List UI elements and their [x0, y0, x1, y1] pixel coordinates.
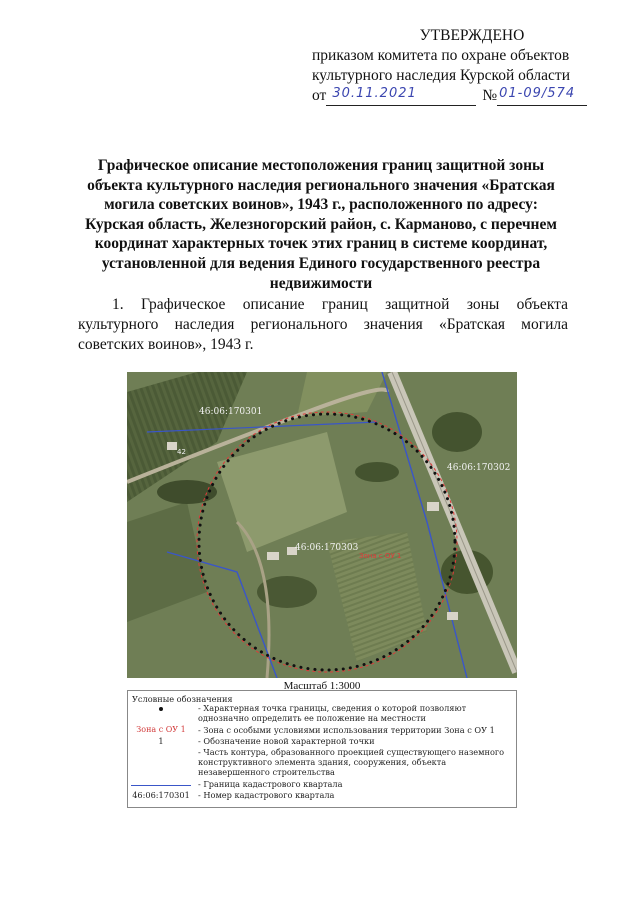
- approval-line-3: культурного наследия Курской области: [312, 67, 570, 84]
- building: [427, 502, 439, 511]
- approval-line-2: приказом комитета по охране объектов: [312, 47, 570, 64]
- point-symbol: [128, 703, 194, 713]
- legend-text: - Граница кадастрового квартала: [198, 779, 343, 789]
- date-handwritten: 30.11.2021: [332, 86, 417, 101]
- approval-heading: УТВЕРЖДЕНО: [419, 27, 525, 44]
- quarter-label: 46:06:170303: [295, 543, 359, 553]
- zone-map: [127, 372, 517, 678]
- number-handwritten: 01-09/574: [499, 86, 576, 101]
- legend-text: - Характерная точка границы, сведения о которой позволяют однозначно определить ее положение на местности: [198, 703, 467, 723]
- section-1-rest: культурного наследия регионального значения «Братская могила советских воинов», 1943 г.: [78, 316, 568, 353]
- blue-line-icon: [131, 785, 191, 786]
- building: [447, 612, 458, 620]
- quarter-label: 46:06:170301: [199, 407, 263, 417]
- number-field: [497, 87, 587, 106]
- building: [267, 552, 279, 560]
- tree-cluster: [355, 462, 399, 482]
- dot-icon: [159, 707, 163, 711]
- legend-text: - Зона с особыми условиями использования территории Зона с ОУ 1: [198, 725, 495, 735]
- quarter-number-symbol: 46:06:170301: [132, 790, 190, 800]
- map-legend: [127, 690, 517, 808]
- parcel-number: 42: [177, 448, 186, 456]
- document-title: Графическое описание местоположения границ защитной зоны объекта культурного наследия регионального значения «Братская могила советских воинов», 1943 г., расположенного по адресу: Курская область, Железногорский район, с. Карманово, с перечнем координат характерных точек этих границ в системе координат, установленной для ведения Единого государственного реестра недвижимости: [85, 157, 557, 292]
- approval-block: [312, 26, 592, 106]
- legend-text: - Обозначение новой характерной точки: [198, 736, 375, 746]
- legend-text: - Номер кадастрового квартала: [198, 790, 335, 800]
- section-1-first-line: 1. Графическое описание границ защитной зоны объекта: [112, 296, 568, 313]
- tree-cluster: [157, 480, 217, 504]
- approval-date-number: [312, 86, 592, 106]
- point-number-symbol: 1: [158, 736, 164, 746]
- zone-symbol: Зона с ОУ 1: [136, 725, 186, 734]
- map-image: [127, 372, 517, 678]
- section-1: [78, 295, 568, 355]
- date-prefix: от: [312, 87, 327, 104]
- zone-label: Зона с ОУ 1: [359, 552, 402, 560]
- legend-title: Условные обозначения: [132, 694, 233, 704]
- number-prefix: №: [482, 87, 498, 104]
- boundary-symbol: [128, 779, 194, 789]
- quarter-label: 46:06:170302: [447, 463, 511, 473]
- legend-text: - Часть контура, образованного проекцией существующего наземного конструктивного элемента здания, сооружения, объекта незавершенного строительства: [198, 747, 505, 777]
- map-scale: Масштаб 1:3000: [283, 680, 361, 692]
- building: [167, 442, 177, 450]
- date-field: [326, 87, 476, 106]
- tree-cluster: [432, 412, 482, 452]
